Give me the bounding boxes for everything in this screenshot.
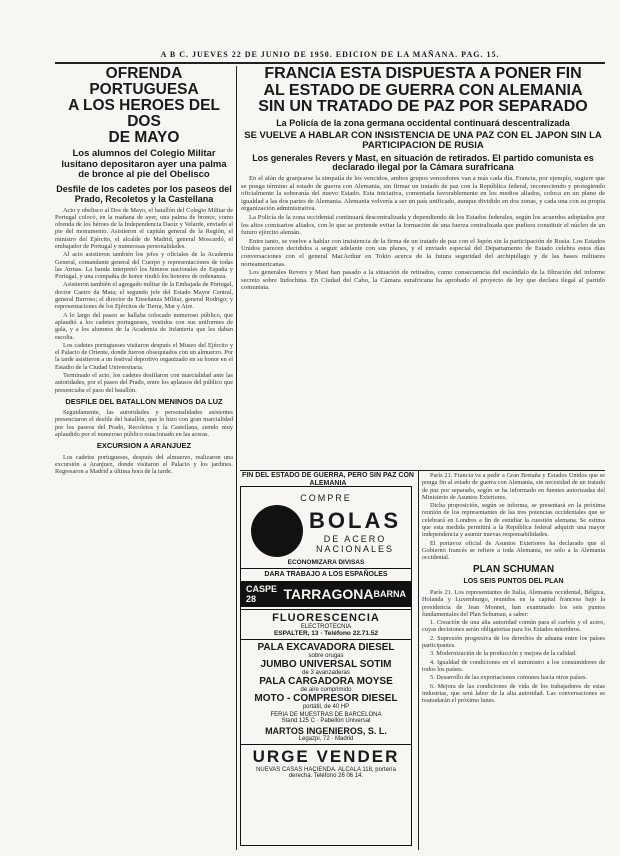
ad-dealer-name: MOTO - COMPRESOR DIESEL bbox=[254, 693, 398, 704]
left-headline bbox=[55, 66, 233, 146]
ad-logo-row bbox=[241, 505, 411, 557]
ad-fluor-title: FLUORESCENCIA bbox=[272, 612, 380, 624]
ad-line-acero: DE ACERO bbox=[323, 534, 387, 544]
ad-dealer-note: de 3 avanzaderas bbox=[302, 670, 350, 676]
right-paragraph: 6. Mejora de las condiciones de vida de los trabajadores de estas industrias, que será labor de la alta autoridad. Las conversaciones se reanudarán el próximo lunes. bbox=[422, 682, 605, 705]
right-paragraph: 4. Igualdad de condiciones en el suministro a los consumidores de todos los países. bbox=[422, 658, 605, 673]
main-deck-3: Los generales Revers y Mast, en situación de retirados. El partido comunista es declarado ilegal por la Cámara surafricana bbox=[252, 152, 594, 172]
left-paragraph: Los cadetes portugueses visitaron después el Museo del Ejército y el Palacio de Oriente, donde fueron obsequiados con un almuerzo. Por la tarde asistieron a un festival deportivo organizado en su honor en el Estadio de la Ciudad Universitaria. bbox=[55, 341, 233, 371]
ad-dealer-note: portátil, de 40 HP bbox=[302, 704, 350, 710]
left-paragraph: A lo largo del paseo se hallaba colocado numeroso público, que aplaudió a los cadetes portugueses, vestidos con sus uniformes de gala, y a los alumnos de la Academia de Infantería que les daban escolta. bbox=[55, 311, 233, 341]
left-subhead-2: Desfile de los cadetes por los paseos del Prado, Recoletos y la Castellana bbox=[56, 183, 232, 204]
ad-dealer-name: PALA EXCAVADORA DIESEL bbox=[257, 642, 395, 653]
ad-dealer-name: PALA CARGADORA MOYSE bbox=[259, 676, 393, 687]
left-paragraph: Asistieron también el agregado militar de la Embajada de Portugal, doctor Caeiro da Mata; el segundo jefe del Estado Mayor Central, general Barroso; el director de Enseñanza Militar, general Rodrigo; y representaciones de los Ejércitos de Tierra, Mar y Aire. bbox=[55, 281, 233, 311]
main-deck-1: La Policía de la zona germana occidental continuará descentralizada bbox=[276, 117, 570, 128]
main-paragraph: En el afán de granjearse la simpatía de los vencidos, ambos grupos vencedores van a más cada día. Francia, por ejemplo, sugiere que se ponga término al estado de guerra con Alemania, sin firmar un tratado de paz con la República federal, reconociendo y protegiendo oficialmente la soberanía del nuevo Estado. Esta iniciativa, comentada favorablemente en los medios aliados, coloca en un plano de igualdad a las dos partes de Alemania. Alemania volvería a ser un país unificado, aunque dividido en dos zonas, y cada una con su propia organización administrativa. bbox=[241, 175, 605, 213]
right-paragraph: París 21. Los representantes de Italia, Alemania occidental, Bélgica, Holanda y Luxemburgo, reunidos en la capital francesa bajo la presidencia de Jean Monnet, han examinado los seis puntos fundamentales del Plan Schuman, a saber: bbox=[422, 588, 605, 618]
left-paragraph: Los cadetes portugueses, después del almuerzo, realizaron una excursión a Aranjuez, donde visitaron el Palacio y los jardines. Regresaron a Madrid a última hora de la tarde. bbox=[55, 453, 233, 476]
main-headline-line-2: AL ESTADO DE GUERRA CON ALEMANIA bbox=[263, 81, 583, 99]
right-article bbox=[422, 472, 605, 850]
ad-company-address: Legazpi, 72 · Madrid bbox=[298, 736, 354, 742]
right-subhead-2: LOS SEIS PUNTOS DEL PLAN bbox=[463, 577, 564, 585]
ad-dealer-item bbox=[241, 659, 411, 676]
right-subhead: PLAN SCHUMAN bbox=[472, 563, 555, 575]
ad-dealer-note: sobre orugas bbox=[308, 653, 344, 659]
left-paragraph: Terminado el acto, los cadetes desfilaron con marcialidad ante las autoridades, por el paseo del Prado, entre los aplausos del público que presenciaba el paso del batallón. bbox=[55, 372, 233, 394]
running-head: A B C. JUEVES 22 DE JUNIO DE 1950. EDICION DE LA MAÑANA. PAG. 15. bbox=[160, 50, 500, 59]
ad-line-economizara: ECONOMIZARA DIVISAS bbox=[287, 559, 365, 566]
ad-separator bbox=[241, 639, 411, 640]
column-rule-left bbox=[236, 66, 237, 850]
main-headline bbox=[241, 66, 605, 116]
left-subhead: Los alumnos del Colegio Militar lusitano depositaron ayer una palma de bronce al pie del Obelisco bbox=[61, 148, 227, 180]
right-body-2 bbox=[422, 589, 605, 704]
main-headline-line-1: FRANCIA ESTA DISPUESTA A PONER FIN bbox=[264, 66, 582, 82]
ad-line-nacionales: NACIONALES bbox=[315, 544, 395, 554]
ad-text-block bbox=[309, 508, 401, 554]
left-body-3 bbox=[55, 454, 233, 476]
ad-store-left: CASPE 28 bbox=[246, 584, 278, 604]
ad-line-compre: COMPRE bbox=[300, 493, 352, 503]
left-subhead-3: DESFILE DEL BATALLON MENINOS DA LUZ bbox=[65, 396, 223, 406]
ad-dealer-name: JUMBO UNIVERSAL SOTIM bbox=[260, 659, 392, 670]
main-deck-2: SE VUELVE A HABLAR CON INSISTENCIA DE UNA PAZ CON EL JAPON SIN LA PARTICIPACION DE RUSIA bbox=[244, 129, 602, 151]
column-rule-right bbox=[418, 470, 419, 850]
left-body-2 bbox=[55, 409, 233, 438]
top-rule bbox=[55, 62, 605, 64]
ad-dealer-item bbox=[241, 693, 411, 710]
right-paragraph: Dicha proposición, según se informa, se presentará en la próxima reunión de los representantes de las tres potencias occidentales que se celebrará en Londres a fin de estudiar la cuestión alemana. Se estima que esta medida permitirá a la República federal adquirir una mayor independencia y asumir nuevas responsabilidades. bbox=[422, 502, 605, 539]
main-article bbox=[241, 66, 605, 466]
right-paragraph: 2. Supresión progresiva de los derechos de aduana entre los países participantes. bbox=[422, 634, 605, 650]
ad-store-banner bbox=[241, 581, 411, 607]
steel-ball-icon bbox=[251, 505, 303, 557]
left-body bbox=[55, 207, 233, 394]
main-headline-line-3: SIN UN TRATADO DE PAZ POR SEPARADO bbox=[258, 98, 588, 115]
left-paragraph: Acto y obelisco al Dos de Mayo, el batallón del Colegio Militar de Portugal colocó, en la mañana de ayer, una palma de bronce, como ofrenda de los héroes de la Independencia Daoíz y Velarde, enviado al pie del monumento. Asistieron el capitán general de la Región, el ministro del Ejército, el alcalde de Madrid, general Moscardó, el embajador de Portugal y numerosas personalidades. bbox=[55, 206, 233, 250]
ad-company: MARTOS INGENIEROS, S. L. bbox=[265, 726, 387, 736]
ad-line-bolas: BOLAS bbox=[309, 508, 401, 533]
left-article bbox=[55, 66, 233, 850]
ad-fair: FERIA DE MUESTRAS DE BARCELONA bbox=[270, 712, 382, 718]
ad-urge-note: NUEVAS CASAS HACIENDA. ALCALA 118, portería derecha. Teléfono 26 06 14. bbox=[256, 767, 396, 779]
ad-dealer-item bbox=[241, 676, 411, 693]
ad-store-right: BARNA bbox=[373, 589, 406, 599]
left-paragraph: Seguidamente, las autoridades y personalidades asistentes presenciaron el desfile del batallón, que lo hizo con gran marcialidad por los paseos del Prado, Recoletos y la Castellana, siendo muy aplaudido por el numeroso público estacionado en las aceras. bbox=[55, 409, 233, 439]
right-body bbox=[422, 472, 605, 562]
right-paragraph: 3. Modernización de la producción y mejora de la calidad. bbox=[430, 650, 577, 658]
ad-separator bbox=[241, 744, 411, 745]
left-headline-line-3: DE MAYO bbox=[108, 129, 180, 146]
ad-line-trabajo: DARA TRABAJO A LOS ESPAÑOLES bbox=[264, 571, 388, 578]
ad-urge-vender: URGE VENDER bbox=[252, 747, 400, 766]
ad-stand: Stand 125 C · Pabellón Universal bbox=[281, 718, 371, 724]
ad-store-name: TARRAGONA bbox=[283, 586, 374, 602]
left-subhead-4: EXCURSION A ARANJUEZ bbox=[96, 441, 192, 451]
ad-fluor-address: ESPALTER, 13 · Teléfono 22.71.52 bbox=[273, 630, 379, 637]
advertisement bbox=[240, 486, 412, 846]
left-paragraph: Al acto asistieron también los jefes y oficiales de la Academia General, comandante general del Cuerpo y representaciones de todas las Armas. La banda interpretó los himnos nacionales de España y Portugal, y una compañía de honor rindió los honores de ordenanza. bbox=[55, 251, 233, 281]
left-headline-line-2: A LOS HEROES DEL DOS bbox=[68, 97, 220, 130]
ad-separator bbox=[241, 609, 411, 610]
left-headline-line-1: OFRENDA PORTUGUESA bbox=[89, 66, 199, 98]
main-paragraph: La Policía de la zona occidental continuará descentralizada y dependiendo de los Estados federales, según los acuerdos adoptados por los altos comisarios aliados, con lo que se pretende evitar la formación de una fuerza centralizada que pudiera constituir el núcleo de un futuro ejército alemán. bbox=[241, 214, 605, 237]
mid-article bbox=[241, 472, 415, 486]
ad-fluor-sub: ELECTROTECNIA bbox=[300, 624, 352, 630]
ad-dealers-list bbox=[241, 642, 411, 710]
ad-dealer-note: de aire comprimido bbox=[300, 687, 352, 693]
right-paragraph: 5. Desarrollo de las exportaciones comunes hacia otros países. bbox=[430, 674, 588, 682]
ad-separator bbox=[241, 568, 411, 569]
horizontal-rule-middle bbox=[240, 470, 605, 471]
main-body bbox=[241, 175, 605, 292]
ad-dealer-item bbox=[241, 642, 411, 659]
right-paragraph: El portavoz oficial de Asuntos Exteriores ha declarado que el Gobierno francés se refiere a toda Alemania, no sólo a la Alemania occidental. bbox=[422, 539, 605, 562]
mid-headline: FIN DEL ESTADO DE GUERRA, PERO SIN PAZ CON ALEMANIA bbox=[242, 472, 414, 486]
main-paragraph: Los generales Revers y Mast han pasado a la situación de retirados, como consecuencia del escándalo de la filtración del informe secreto sobre Indochina. En Ciudad del Cabo, la Cámara surafricana ha aprobado el proyecto de ley que declara ilegal al partido comunista. bbox=[241, 269, 605, 292]
right-paragraph: 1. Creación de una alta autoridad común para el carbón y el acero, cuyas decisiones serán obligatorias para los Estados miembros. bbox=[422, 619, 605, 634]
mid-paragraph: París 21. Francia va a pedir a Gran Bretaña y Estados Unidos que se ponga fin al estado de guerra con Alemania, sin necesidad de un tratado de paz por separado, según se ha informado en fuentes autorizadas del Ministerio de Asuntos Exteriores. bbox=[422, 472, 605, 501]
main-paragraph: Entre tanto, se vuelve a hablar con insistencia de la firma de un tratado de paz con el Japón sin la participación de Rusia. Los Estados Unidos parecen decididos a seguir adelante con sus planes, y el enviado especial del Departamento de Estado celebra estos días conversaciones con el general MacArthur en Tokio acerca de la futura seguridad del archipiélago y de las bases militares norteamericanas. bbox=[241, 237, 605, 268]
